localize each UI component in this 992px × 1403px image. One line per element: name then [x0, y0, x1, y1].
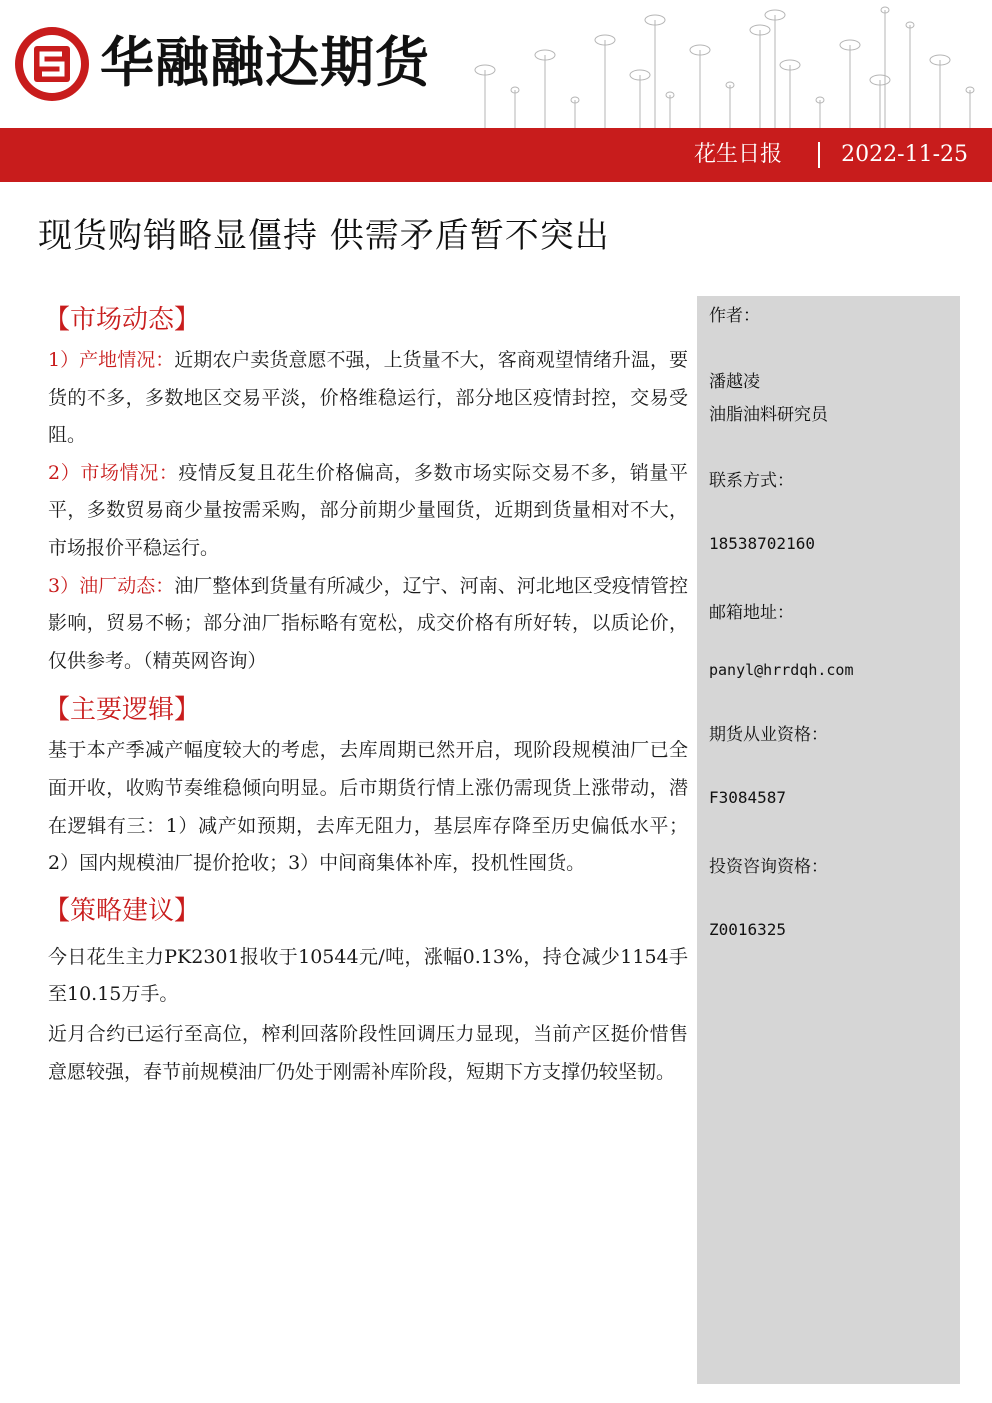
advisory-qualification-label: 投资咨询资格：: [709, 857, 828, 877]
market-item: [48, 568, 688, 681]
market-item: [48, 342, 688, 455]
report-header: [0, 0, 992, 128]
item-text: 油厂整体到货量有所减少，辽宁、河南、河北地区受疫情管控影响，贸易不畅；部分油厂指标略有宽松，成交价格有所好转，以质论价，仅供参考。（精英网咨询）: [48, 574, 688, 672]
section-heading-logic: 【主要逻辑】: [44, 695, 201, 726]
contact-phone: 18538702160: [709, 534, 815, 553]
futures-qualification-number: F3084587: [709, 788, 787, 807]
strategy-text: 近月合约已运行至高位，榨利回落阶段性回调压力显现，当前产区挺价惜售意愿较强，春节前规模油厂仍处于刚需补库阶段，短期下方支撑仍较坚韧。: [48, 1022, 688, 1083]
item-label: 2）市场情况：: [48, 461, 179, 484]
author-title: 油脂油料研究员: [709, 405, 828, 425]
advisory-qualification-number: Z0016325: [709, 920, 787, 939]
author-name: 潘越凌: [709, 372, 760, 392]
author-label: 作者：: [709, 306, 760, 326]
item-label: 1）产地情况：: [48, 349, 175, 371]
hrrd-logo-icon: [12, 24, 92, 104]
section-heading-strategy: 【策略建议】: [44, 895, 201, 926]
divider: [818, 142, 820, 168]
report-bar: [0, 128, 992, 182]
report-date: 2022-11-25: [841, 142, 968, 167]
email-address[interactable]: panyl@hrrdqh.com: [709, 661, 854, 679]
item-text: 近期农户卖货意愿不强，上货量不大，客商观望情绪升温，要货的不多，多数地区交易平淡，价格维稳运行，部分地区疫情封控，交易受阻。: [48, 349, 688, 447]
brand-name: 华融融达期货: [100, 31, 430, 94]
market-item: [48, 455, 688, 568]
item-text: 疫情反复且花生价格偏高，多数市场实际交易不多，销量平平，多数贸易商少量按需采购，部分前期少量囤货，近期到货量相对不大，市场报价平稳运行。: [48, 461, 688, 559]
item-label: 3）油厂动态：: [48, 574, 175, 597]
futures-qualification-label: 期货从业资格：: [709, 725, 828, 745]
decorative-pattern: [455, 0, 992, 128]
contact-label: 联系方式：: [709, 471, 794, 491]
email-label: 邮箱地址：: [709, 603, 794, 623]
section-heading-market: 【市场动态】: [44, 305, 201, 335]
logic-text: 基于本产季减产幅度较大的考虑，去库周期已然开启，现阶段规模油厂已全面开收，收购节奏维稳倾向明显。后市期货行情上涨仍需现货上涨带动，潜在逻辑有三：1）减产如预期，去库无阻力，基层库存降至历史偏低水平；2）国内规模油厂提价抢收；3）中间商集体补库，投机性囤货。: [48, 739, 688, 875]
strategy-text: 今日花生主力PK2301报收于10544元/吨，涨幅0.13%，持仓减少1154手至10.15万手。: [48, 945, 688, 1006]
page-title: 现货购销略显僵持 供需矛盾暂不突出: [38, 216, 610, 256]
report-type: 花生日报: [693, 142, 782, 167]
main-content: [44, 298, 688, 1091]
author-sidebar: [697, 296, 960, 1384]
